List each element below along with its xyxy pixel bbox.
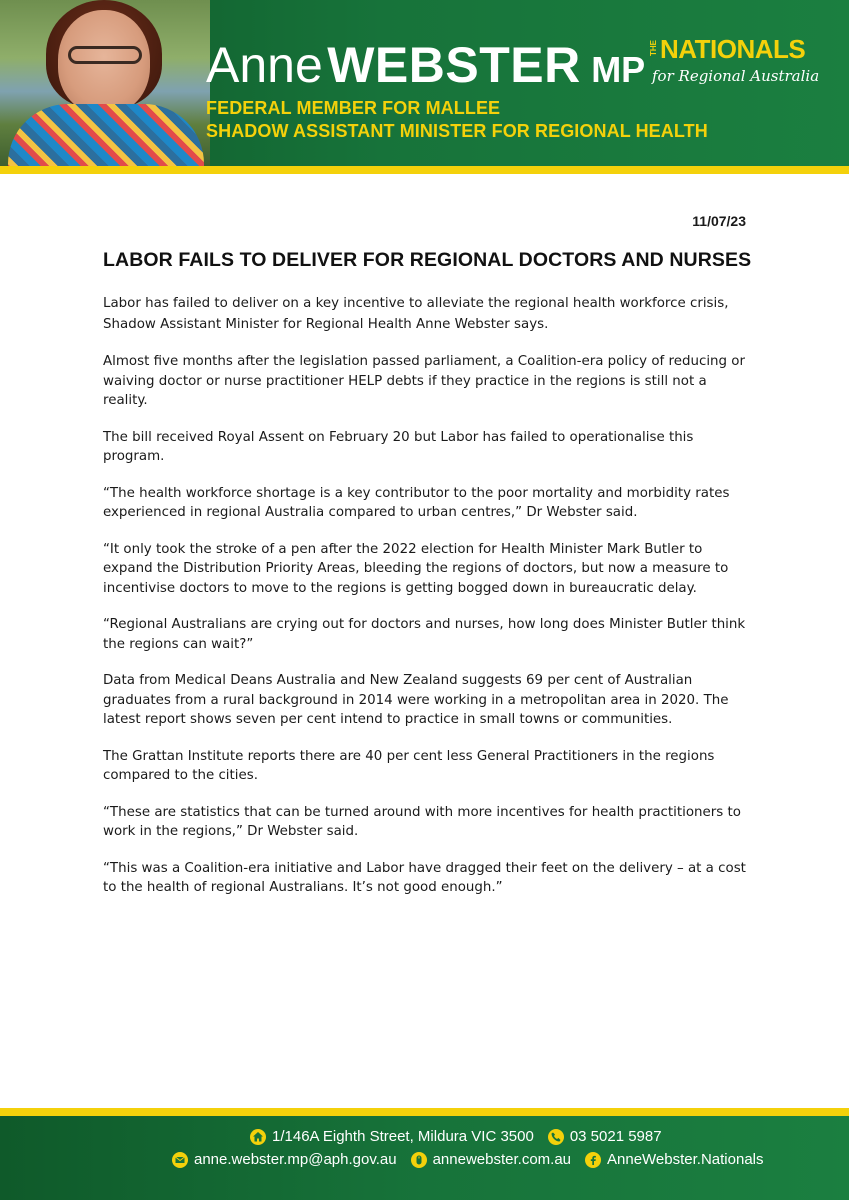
nationals-logo xyxy=(649,34,820,96)
footer-contact-row-1 xyxy=(250,1128,676,1145)
footer-email[interactable] xyxy=(172,1151,397,1168)
release-body xyxy=(103,293,753,915)
member-name xyxy=(206,37,646,93)
letterhead-header xyxy=(0,0,849,166)
paragraph: Almost five months after the legislation passed parliament, a Coalition-era policy of reducing or waiving doctor or nurse practitioner HELP debts if they practice in the regions is still not a reality. xyxy=(103,354,745,408)
headline: LABOR FAILS TO DELIVER FOR REGIONAL DOCTORS AND NURSES xyxy=(103,249,752,271)
name-first: Anne xyxy=(206,37,323,93)
role-title-2: SHADOW ASSISTANT MINISTER FOR REGIONAL HEALTH xyxy=(206,121,708,141)
address-text: 1/146A Eighth Street, Mildura VIC 3500 xyxy=(272,1128,534,1145)
footer-contact-row-2 xyxy=(172,1151,778,1168)
email-icon xyxy=(172,1152,188,1168)
header-divider xyxy=(0,166,849,174)
paragraph: “The health workforce shortage is a key contributor to the poor mortality and morbidity rates experienced in regional Australia compared to urban centres,” Dr Webster said. xyxy=(103,485,730,520)
letterhead-footer xyxy=(0,1116,849,1200)
role-title-1: FEDERAL MEMBER FOR MALLEE xyxy=(206,98,501,118)
footer-address xyxy=(250,1128,534,1145)
paragraph: Labor has failed to deliver on a key incentive to alleviate the regional health workforce crisis, Shadow Assistant Minister for Regional Health Anne Webster says. xyxy=(103,296,729,332)
footer-divider xyxy=(0,1108,849,1116)
phone-text: 03 5021 5987 xyxy=(569,1128,662,1145)
release-date: 11/07/23 xyxy=(692,213,746,229)
member-portrait xyxy=(0,0,210,166)
logo-tagline: for Regional Australia xyxy=(652,67,820,85)
home-icon xyxy=(250,1129,266,1145)
website-text: annewebster.com.au xyxy=(432,1151,572,1168)
name-last: WEBSTER xyxy=(327,37,581,93)
paragraph: Data from Medical Deans Australia and New Zealand suggests 69 per cent of Australian graduates from a rural background in 2014 were working in a metropolitan area in 2020. The latest report shows seven per cent intend to practice in small towns or communities. xyxy=(103,673,729,727)
paragraph: “Regional Australians are crying out for doctors and nurses, how long does Minister Butler think the regions can wait?” xyxy=(103,617,746,652)
paragraph: “This was a Coalition-era initiative and Labor have dragged their feet on the delivery – at a cost to the health of regional Australians. It’s not good enough.” xyxy=(103,860,746,895)
paragraph: The bill received Royal Assent on February 20 but Labor has failed to operationalise this program. xyxy=(103,429,694,464)
footer-website[interactable] xyxy=(411,1151,571,1168)
footer-facebook[interactable] xyxy=(585,1151,763,1168)
phone-icon xyxy=(548,1129,564,1145)
logo-wordmark: NATIONALS xyxy=(660,34,806,64)
footer-phone[interactable] xyxy=(548,1128,662,1145)
facebook-text: AnneWebster.Nationals xyxy=(607,1151,764,1168)
paragraph: “These are statistics that can be turned around with more incentives for health practitioners to work in the regions,” Dr Webster said. xyxy=(103,804,741,839)
paragraph: “It only took the stroke of a pen after the 2022 election for Health Minister Mark Butler to expand the Distribution Priority Areas, bleeding the regions of doctors, but now a measure to incentivise doctors to move to the regions is getting bogged down in bureaucratic delay. xyxy=(103,541,729,596)
logo-the: THE xyxy=(649,40,658,56)
facebook-icon xyxy=(585,1152,601,1168)
mouse-icon xyxy=(411,1152,427,1168)
email-text: anne.webster.mp@aph.gov.au xyxy=(194,1151,397,1168)
name-suffix: MP xyxy=(591,49,646,90)
paragraph: The Grattan Institute reports there are 40 per cent less General Practitioners in the regions compared to the cities. xyxy=(103,748,715,783)
